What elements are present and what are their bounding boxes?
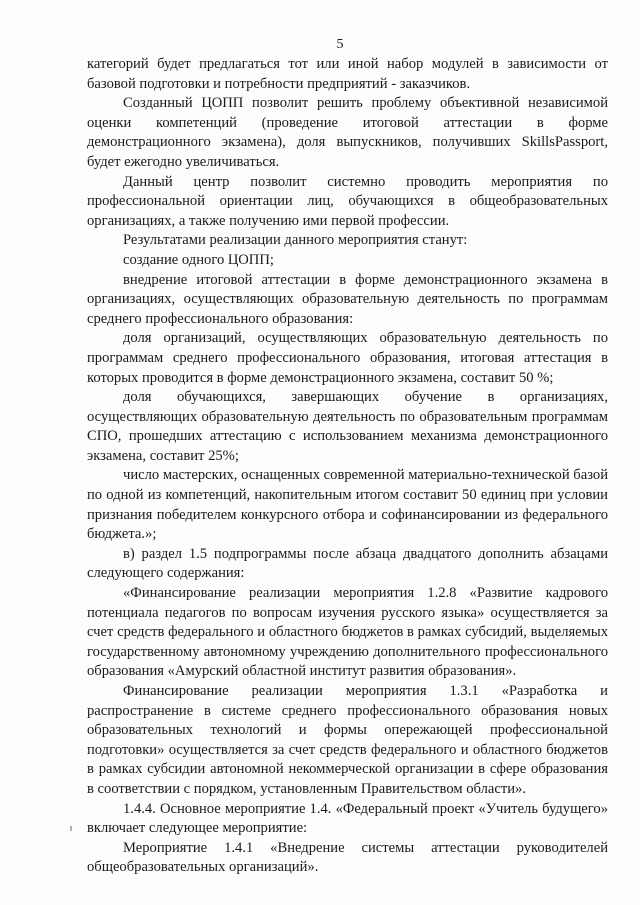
document-body bbox=[87, 55, 608, 878]
paragraph-career-guidance: Данный центр позволит системно проводить мероприятия по профессиональной ориентации лиц, обучающихся в общеобразовательных организациях, а также получению ими первой профессии. bbox=[87, 173, 608, 229]
paragraph-financing-1-2-8: «Финансирование реализации мероприятия 1.2.8 «Развитие кадрового потенциала педагогов по вопросам изучения русского языка» осуществляется за счет средств федерального и областного бюджетов в рамках субсидий, выделяемых государственному автономному учреждению дополнительного профессионального образования «Амурский областной институт развития образования». bbox=[87, 585, 608, 680]
paragraph-financing-1-3-1: Финансирование реализации мероприятия 1.3.1 «Разработка и распространение в системе среднего профессионального образования новых образовательных технологий и формы опережающей профессиональной подготовки» осуществляется за счет средств федерального и областного бюджетов в рамках субсидии автономной некоммерческой организации в сфере образования в соответствии с порядком, установленным Правительством области». bbox=[87, 683, 608, 797]
paragraph-results-intro: Результатами реализации данного мероприятия станут: bbox=[123, 232, 468, 249]
scan-mark bbox=[70, 826, 72, 831]
list-item-workshops: число мастерских, оснащенных современной материально-технической базой по одной из компетенций, накопительным итогом составит 50 единиц при условии признания победителем конкурсного отбора и софинансировании из федерального бюджета.»; bbox=[87, 467, 608, 543]
paragraph-copp-assessment: Созданный ЦОПП позволит решить проблему объективной независимой оценки компетенций (проведение итоговой аттестации в форме демонстрационного экзамена), доля выпускников, получивших SkillsPassport, будет ежегодно увеличиваться. bbox=[87, 95, 608, 170]
list-item-share-students: доля обучающихся, завершающих обучение в организациях, осуществляющих образовательную деятельность по образовательным программам СПО, прошедших аттестацию с использованием механизма демонстрационного экзамена, составит 25%; bbox=[87, 389, 608, 464]
paragraph-amendment-section-1-5: в) раздел 1.5 подпрограммы после абзаца двадцатого дополнить абзацами следующего содержания: bbox=[87, 545, 608, 582]
list-item-create-copp: создание одного ЦОПП; bbox=[123, 251, 274, 268]
paragraph-main-activity-1-4: 1.4.4. Основное мероприятие 1.4. «Федеральный проект «Учитель будущего» включает следующее мероприятие: bbox=[87, 800, 608, 837]
paragraph-continuation: категорий будет предлагаться тот или иной набор модулей в зависимости от базовой подготовки и потребности предприятий - заказчиков. bbox=[87, 56, 608, 92]
list-item-share-organizations: доля организаций, осуществляющих образовательную деятельность по программам среднего профессионального образования, итоговая аттестация в которых проводится в форме демонстрационного экзамена, составит 50 %; bbox=[87, 330, 608, 386]
page-number: 5 bbox=[336, 37, 344, 52]
list-item-demo-exam: внедрение итоговой аттестации в форме демонстрационного экзамена в организациях, осуществляющих образовательную деятельность по программам среднего профессионального образования: bbox=[87, 271, 608, 327]
paragraph-activity-1-4-1: Мероприятие 1.4.1 «Внедрение системы аттестации руководителей общеобразовательных организаций». bbox=[87, 839, 608, 876]
